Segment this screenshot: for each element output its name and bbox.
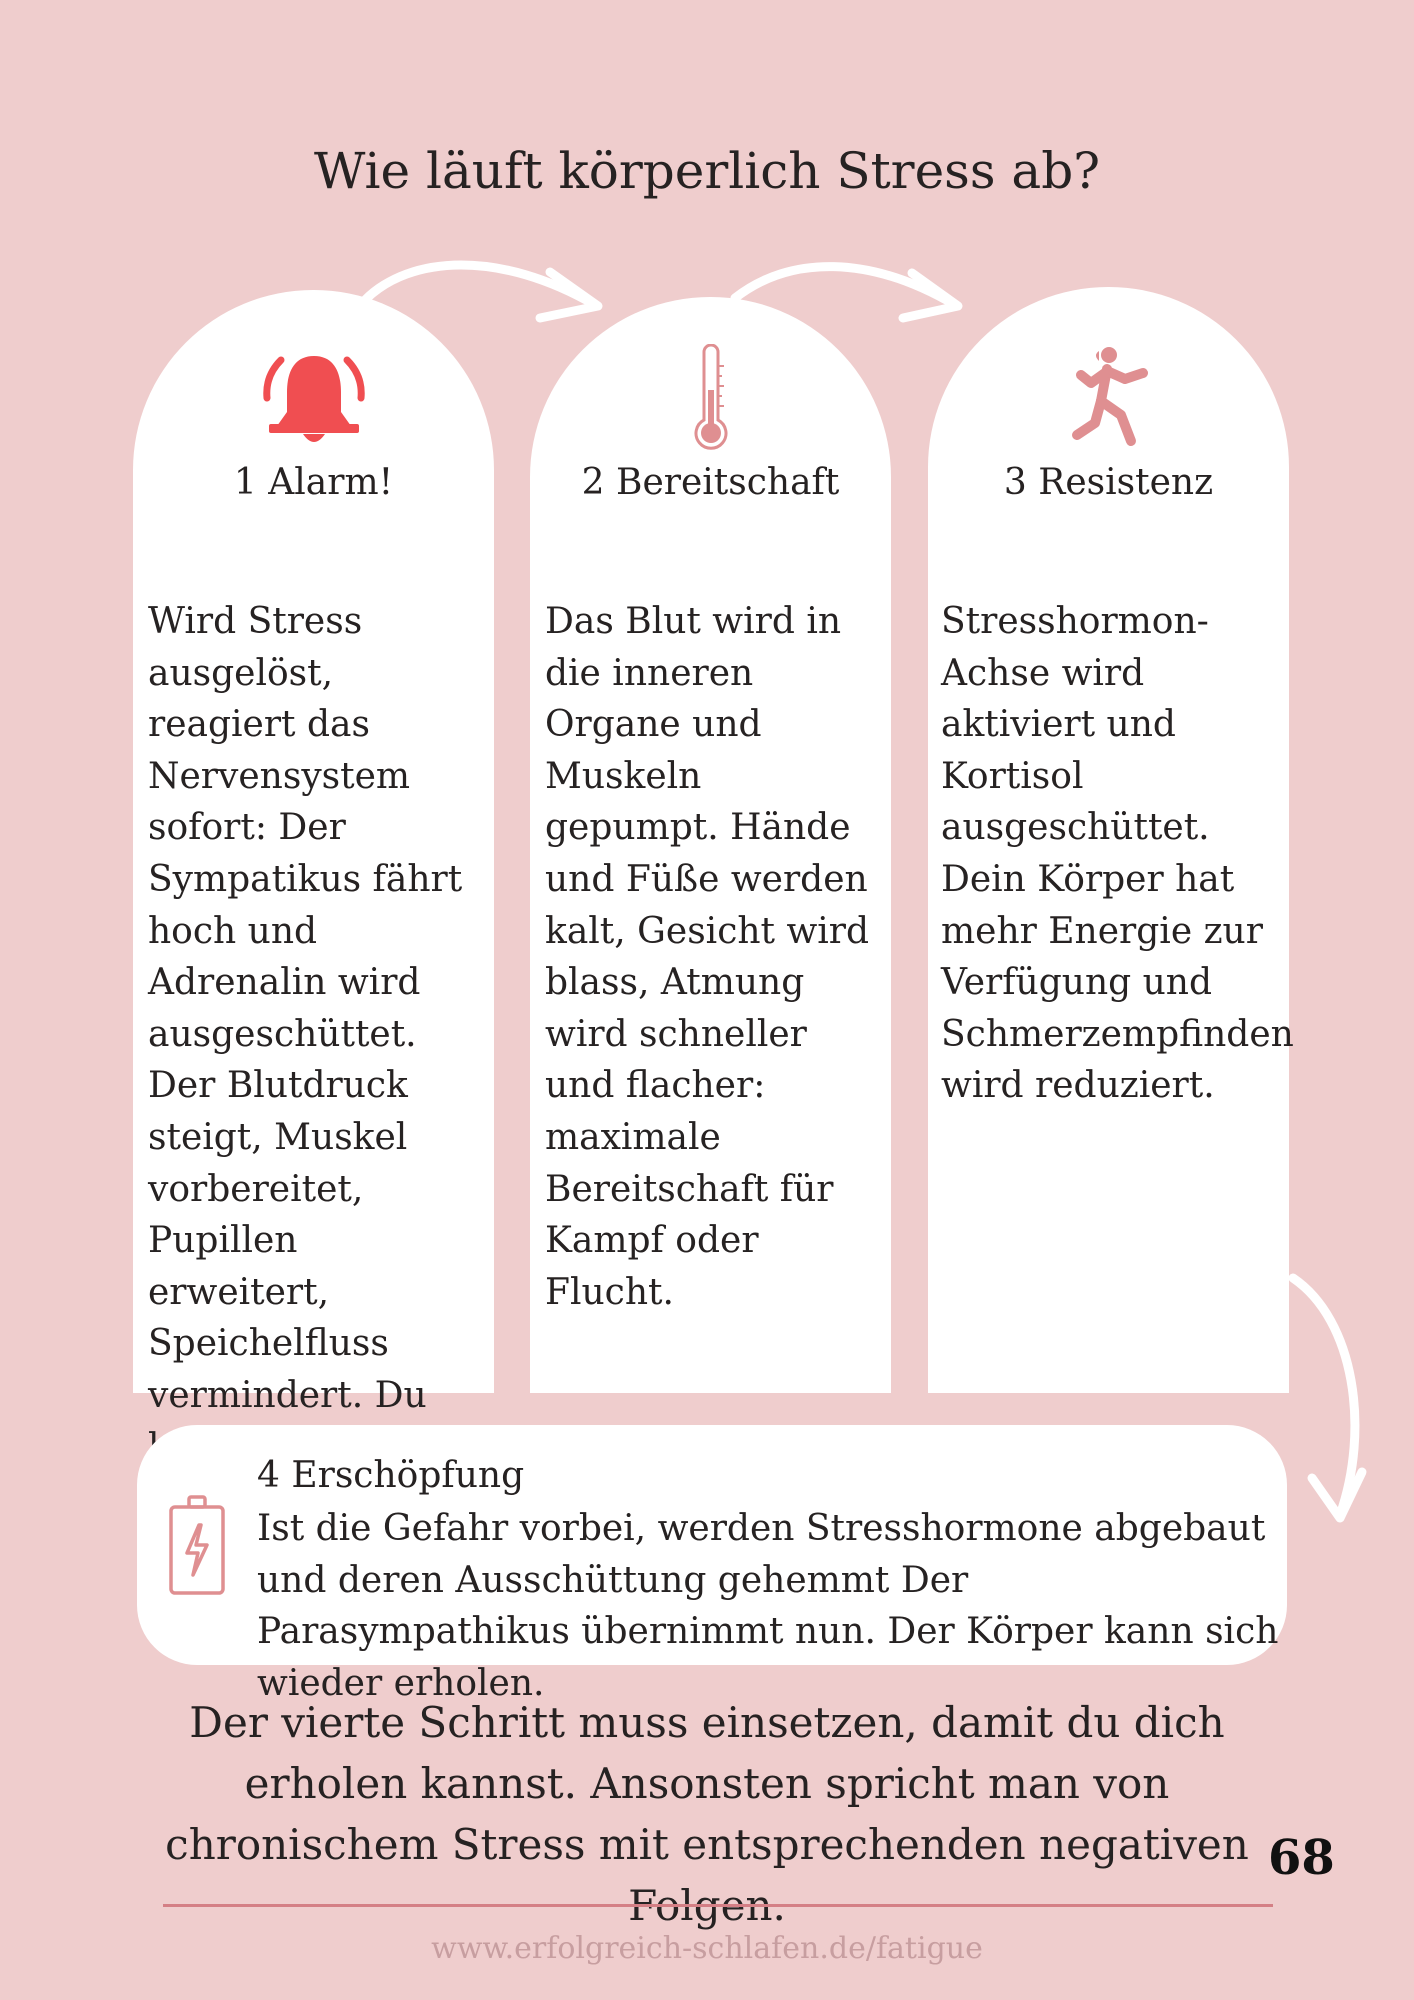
alarm-bell-icon	[133, 346, 494, 450]
thermometer-icon	[530, 344, 891, 450]
stage-card-bereitschaft	[530, 297, 891, 1393]
arrowhead-3	[1312, 1472, 1362, 1518]
stage-description: Das Blut wird in die inneren Organe und Muskeln gepumpt. Hände und Füße werden kalt, Gesicht wird blass, Atmung wird schneller und flacher: maximale Bereitschaft für Kampf oder Flucht.	[545, 601, 870, 1313]
stage-description: Ist die Gefahr vorbei, werden Stresshormone abgebaut und deren Ausschüttung gehemmt Der Parasympathikus übernimmt nun. Der Körper kann sich wieder erholen.	[257, 1508, 1279, 1704]
stage-card-erschoepfung	[137, 1425, 1287, 1704]
stage-card-alarm	[133, 290, 494, 1416]
stage-label: 2 Bereitschaft	[581, 462, 840, 503]
footer-url: www.erfolgreich-schlafen.de/fatigue	[431, 1931, 983, 1966]
stage-description: Wird Stress ausgelöst, reagiert das Nervensystem sofort: Der Sympatikus fährt hoch und Adrenalin wird ausgeschüttet. Der Blutdruck steigt, Muskel vorbereitet, Pupillen erweitert, Speichelfluss vermindert. Du	[148, 601, 463, 1416]
stage-card-resistenz	[928, 287, 1294, 1393]
stage-label: 4 Erschöpfung	[257, 1455, 525, 1496]
running-woman-icon	[928, 345, 1289, 453]
arrow-3-to-4	[1293, 1278, 1355, 1515]
footer-divider	[163, 1904, 1273, 1907]
stage-label: 1 Alarm!	[233, 462, 394, 503]
conclusion-text: Der vierte Schritt muss einsetzen, damit du dich erholen kannst. Ansonsten spricht man von chronischem Stress mit entsprechenden negativen Folgen.	[165, 1698, 1249, 1930]
page-number: 68	[1268, 1830, 1335, 1886]
arrow-1-to-2	[365, 265, 595, 305]
battery-charging-icon	[167, 1495, 227, 1601]
arrow-2-to-3	[735, 267, 955, 305]
stage-label: 3 Resistenz	[1003, 462, 1214, 503]
stage-description: Stresshormon-Achse wird aktiviert und Kortisol ausgeschüttet. Dein Körper hat mehr Energie zur Verfügung und Schmerzempfinden wird reduziert.	[941, 601, 1294, 1107]
page-title: Wie läuft körperlich Stress ab?	[313, 142, 1101, 200]
